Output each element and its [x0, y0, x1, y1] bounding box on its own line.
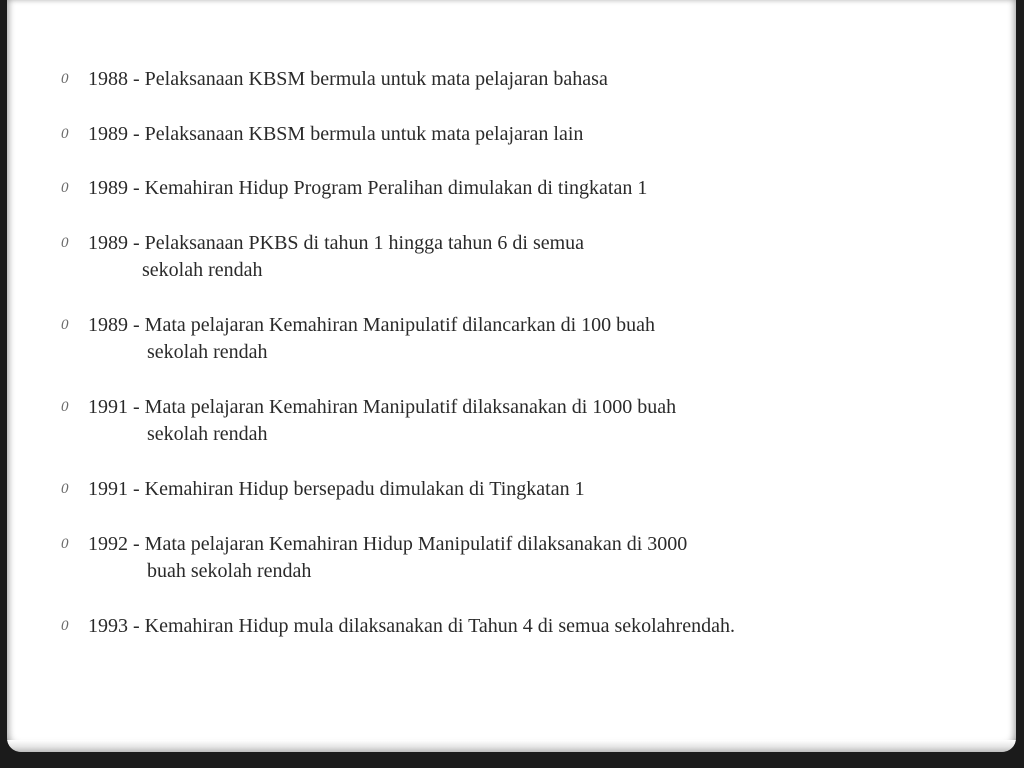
item-text-continuation: sekolah rendah — [142, 259, 263, 281]
bullet-marker: 0 — [61, 481, 69, 497]
item-text: 1993 - Kemahiran Hidup mula dilaksanakan di Tahun 4 di semua sekolahrendah. — [88, 615, 735, 637]
item-text-continuation: buah sekolah rendah — [147, 560, 312, 582]
bullet-marker: 0 — [61, 126, 69, 142]
item-text-continuation: sekolah rendah — [147, 341, 268, 363]
item-text: 1989 - Pelaksanaan PKBS di tahun 1 hingga tahun 6 di semua — [88, 232, 585, 254]
bullet-marker: 0 — [61, 399, 69, 415]
item-text: 1991 - Kemahiran Hidup bersepadu dimulakan di Tingkatan 1 — [88, 478, 585, 500]
item-text: 1988 - Pelaksanaan KBSM bermula untuk mata pelajaran bahasa — [88, 68, 608, 90]
slide-page — [7, 0, 1016, 752]
page-curl-shadow — [7, 740, 1016, 752]
item-text: 1992 - Mata pelajaran Kemahiran Hidup Manipulatif dilaksanakan di 3000 — [88, 533, 688, 555]
bullet-marker: 0 — [61, 536, 69, 552]
item-text-continuation: sekolah rendah — [147, 423, 268, 445]
item-text: 1989 - Kemahiran Hidup Program Peralihan dimulakan di tingkatan 1 — [88, 177, 648, 199]
bullet-marker: 0 — [61, 180, 69, 196]
item-text: 1989 - Pelaksanaan KBSM bermula untuk mata pelajaran lain — [88, 123, 584, 145]
item-text: 1991 - Mata pelajaran Kemahiran Manipulatif dilaksanakan di 1000 buah — [88, 396, 677, 418]
bullet-marker: 0 — [61, 71, 69, 87]
bullet-marker: 0 — [61, 317, 69, 333]
bullet-marker: 0 — [61, 235, 69, 251]
bullet-marker: 0 — [61, 618, 69, 634]
item-text: 1989 - Mata pelajaran Kemahiran Manipulatif dilancarkan di 100 buah — [88, 314, 656, 336]
